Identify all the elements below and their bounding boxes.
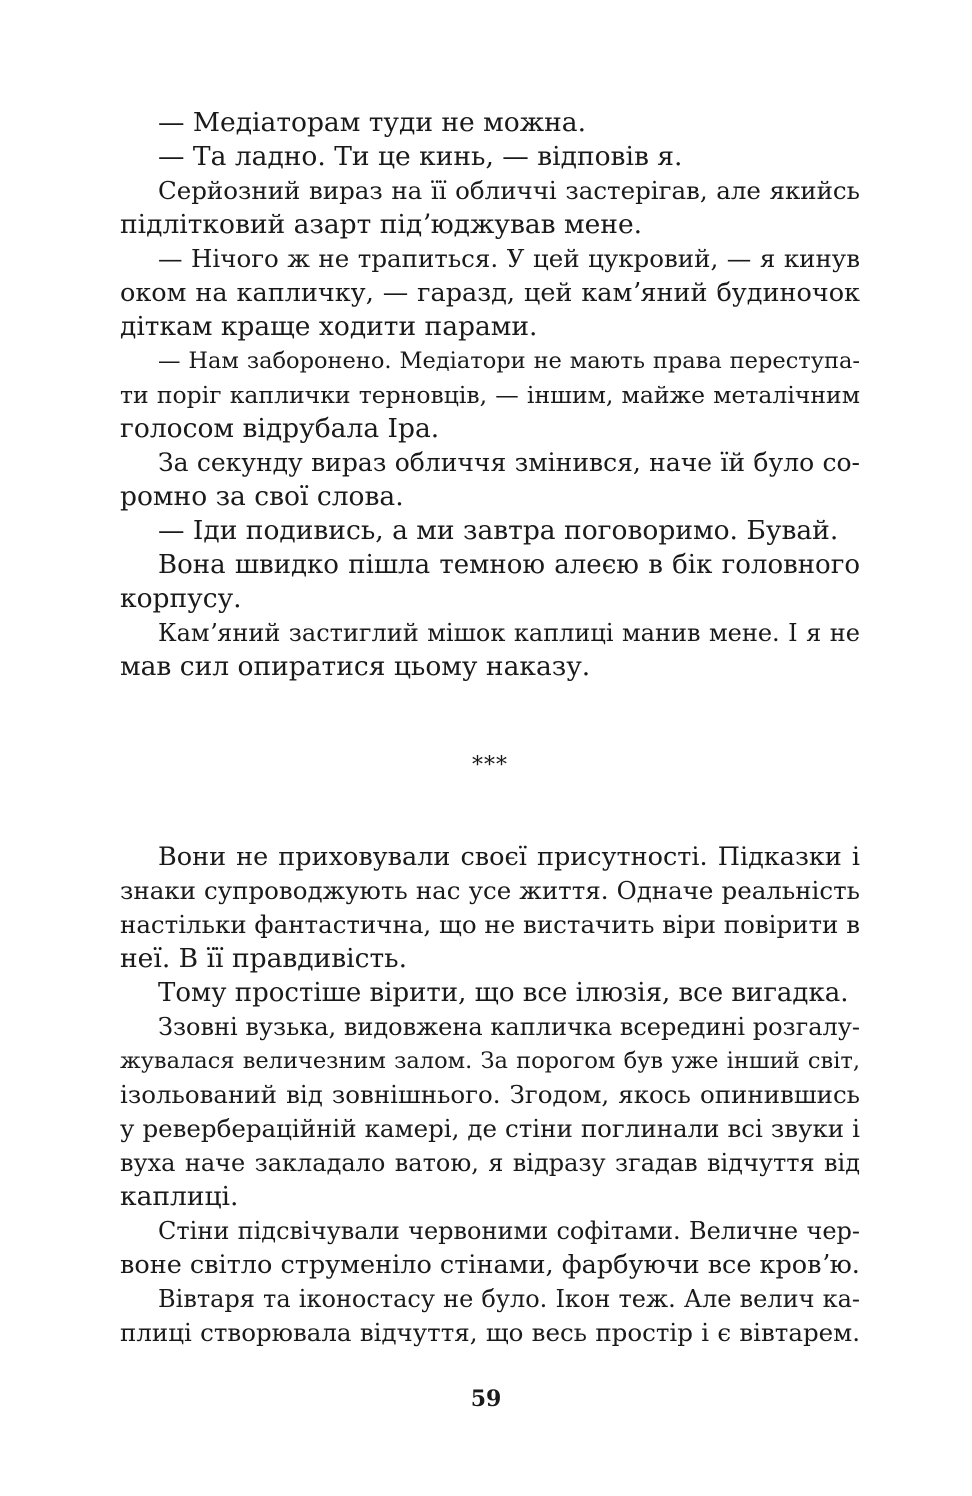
section-separator: *** [472, 753, 508, 778]
text-line: неї. В її правдивість. [120, 943, 408, 974]
text-line: настільки фантастична, що не вистачить віри повірити в [120, 910, 860, 939]
text-line: Вівтаря та іконостасу не було. Ікон теж. Але велич ка- [158, 1285, 860, 1313]
text-line: вуха наче закладало ватою, я відразу згадав відчуття від [120, 1149, 860, 1177]
text-line: голосом відрубала Іра. [120, 413, 440, 444]
text-line: Тому простіше вірити, що все ілюзія, все вигадка. [158, 978, 849, 1008]
text-line: оком на капличку, — гаразд, цей камʼяний будиночок [120, 278, 860, 308]
text-line: жувалася величезним залом. За порогом був уже інший світ, [120, 1048, 860, 1074]
text-line: знаки супроводжують нас усе життя. Одначе реальність [120, 876, 860, 905]
text-line: мав сил опиратися цьому наказу. [120, 651, 591, 682]
text-line: ромно за свої слова. [120, 481, 404, 512]
text-line: — Медіаторам туди не можна. [158, 107, 586, 138]
page-number: 59 [470, 1386, 502, 1412]
text-line: Серйозний вираз на її обличчі застерігав, але якийсь [158, 176, 860, 205]
text-line: каплиці. [120, 1181, 239, 1212]
text-line: — Нічого ж не трапиться. У цей цукровий, — я кинув [158, 244, 860, 273]
text-line: — Іди подивись, а ми завтра поговоримо. Бувай. [158, 515, 839, 546]
text-section-1 [120, 106, 860, 684]
text-line: Вона швидко пішла темною алеєю в бік головного [158, 550, 860, 580]
page-body [120, 106, 860, 1350]
text-line: Камʼяний застиглий мішок каплиці манив мене. І я не [158, 619, 860, 647]
text-line: корпусу. [120, 583, 242, 614]
text-line: Стіни підсвічували червоними софітами. Величне чер- [158, 1217, 860, 1245]
text-line: підлітковий азарт підʼюджував мене. [120, 209, 643, 240]
text-line: у ревербераційній камері, де стіни поглинали всі звуки і [120, 1114, 860, 1143]
text-line: ізольований від зовнішнього. Згодом, якось опинившись [120, 1080, 860, 1109]
text-line: воне світло струменіло стінами, фарбуючи все кровʼю. [120, 1250, 860, 1280]
text-line: плиці створювала відчуття, що весь простір і є вівтарем. [120, 1318, 860, 1347]
text-line: — Та ладно. Ти це кинь, — відповів я. [158, 141, 683, 172]
text-line: діткам краще ходити парами. [120, 311, 538, 342]
text-line: — Нам заборонено. Медіатори не мають права переступа- [158, 348, 860, 374]
text-section-2 [120, 840, 860, 1350]
text-line: ти поріг каплички терновців, — іншим, майже металічним [120, 381, 860, 409]
text-line: Ззовні вузька, видовжена капличка всередині розгалу- [158, 1013, 860, 1041]
text-line: Вони не приховували своєї присутності. Підказки і [158, 842, 860, 872]
text-line: За секунду вираз обличчя змінився, наче їй було со- [158, 448, 860, 477]
